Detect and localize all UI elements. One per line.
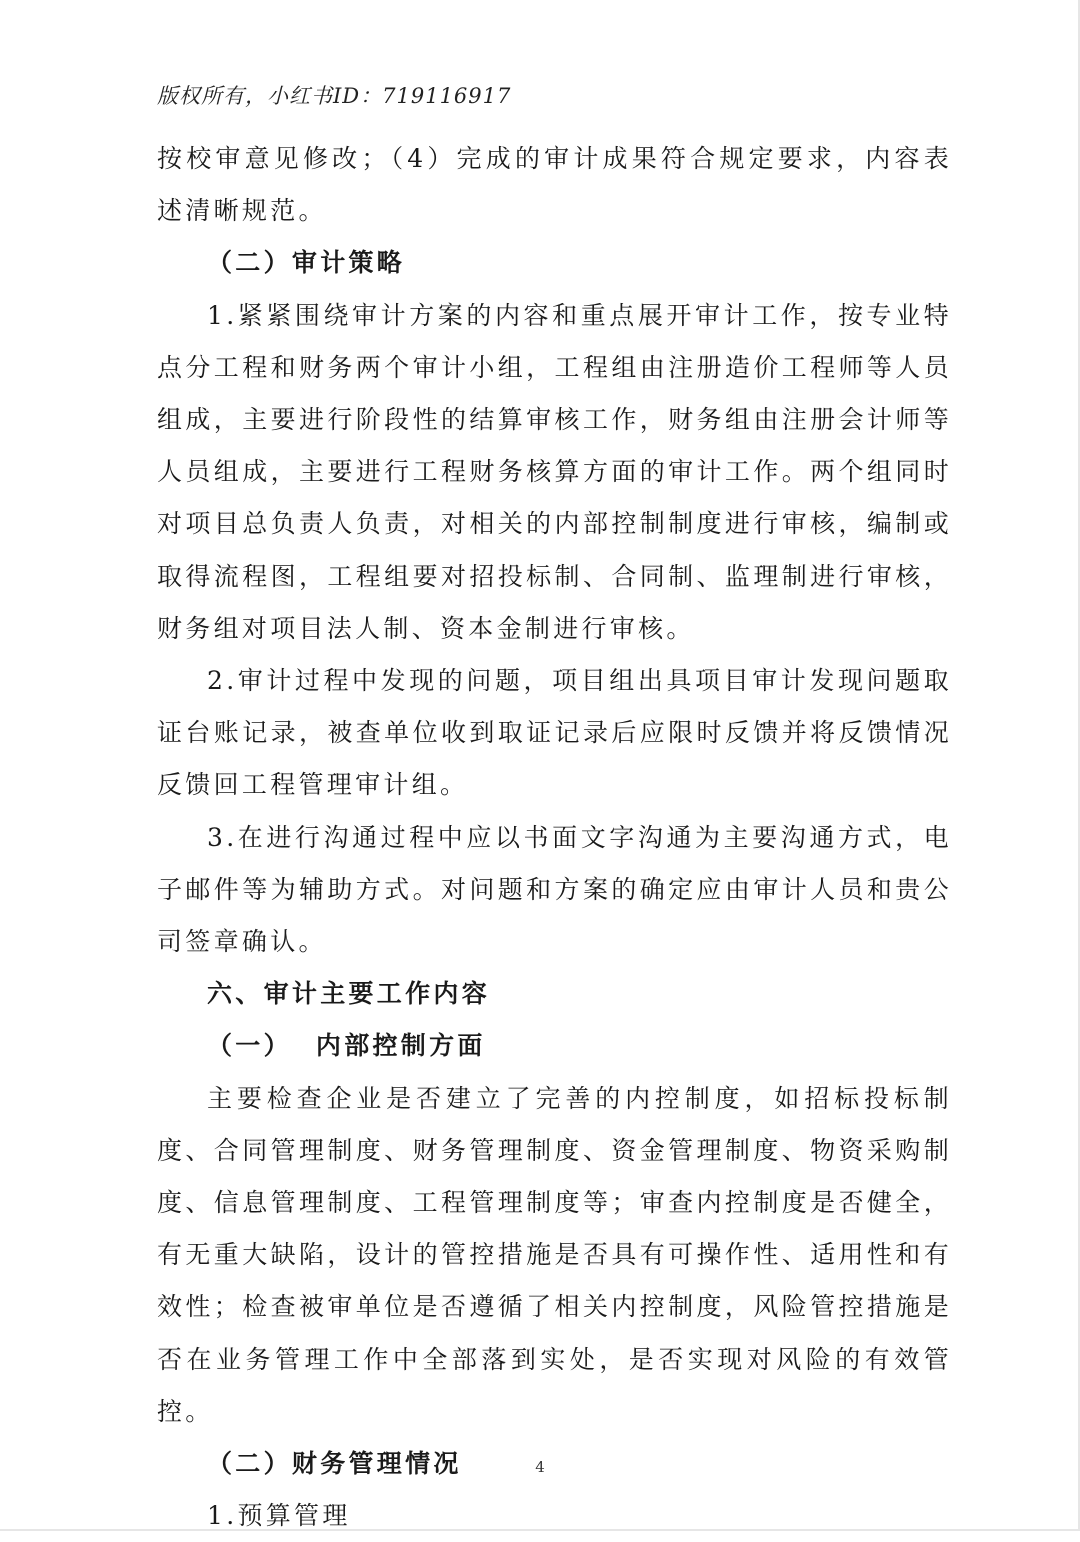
- paragraph-strategy-3: 3.在进行沟通过程中应以书面文字沟通为主要沟通方式，电子邮件等为辅助方式。对问题和方案的确定应由审计人员和贵公司签章确认。: [157, 822, 952, 957]
- heading-financial-management: （二）财务管理情况: [207, 1449, 462, 1479]
- heading-internal-control: （一） 内部控制方面: [207, 1031, 486, 1061]
- paragraph-budget: 1.预算管理: [207, 1501, 351, 1531]
- page-number: 4: [535, 1458, 545, 1476]
- heading-main-work: 六、审计主要工作内容: [207, 979, 491, 1009]
- paragraph-continuation: 按校审意见修改；（4）完成的审计成果符合规定要求，内容表述清晰规范。: [157, 144, 952, 226]
- heading-audit-strategy: （二）审计策略: [207, 248, 406, 278]
- copyright-watermark: 版权所有，小红书ID：719116917: [157, 84, 512, 108]
- document-body: [157, 133, 952, 1542]
- paragraph-internal-control: 主要检查企业是否建立了完善的内控制度，如招标投标制度、合同管理制度、财务管理制度、资金管理制度、物资采购制度、信息管理制度、工程管理制度等；审查内控制度是否健全，有无重大缺陷，设计的管控措施是否具有可操作性、适用性和有效性；检查被审单位是否遵循了相关内控制度，风险管控措施是否在业务管理工作中全部落到实处，是否实现对风险的有效管控。: [157, 1083, 952, 1426]
- paragraph-strategy-2: 2.审计过程中发现的问题，项目组出具项目审计发现问题取证台账记录，被查单位收到取证记录后应限时反馈并将反馈情况反馈回工程管理审计组。: [157, 666, 952, 800]
- paragraph-strategy-1: 1.紧紧围绕审计方案的内容和重点展开审计工作，按专业特点分工程和财务两个审计小组，工程组由注册造价工程师等人员组成，主要进行阶段性的结算审核工作，财务组由注册会计师等人员组成，主要进行工程财务核算方面的审计工作。两个组同时对项目总负责人负责，对相关的内部控制制度进行审核，编制或取得流程图，工程组要对招投标制、合同制、监理制进行审核，财务组对项目法人制、资本金制进行审核。: [157, 300, 952, 643]
